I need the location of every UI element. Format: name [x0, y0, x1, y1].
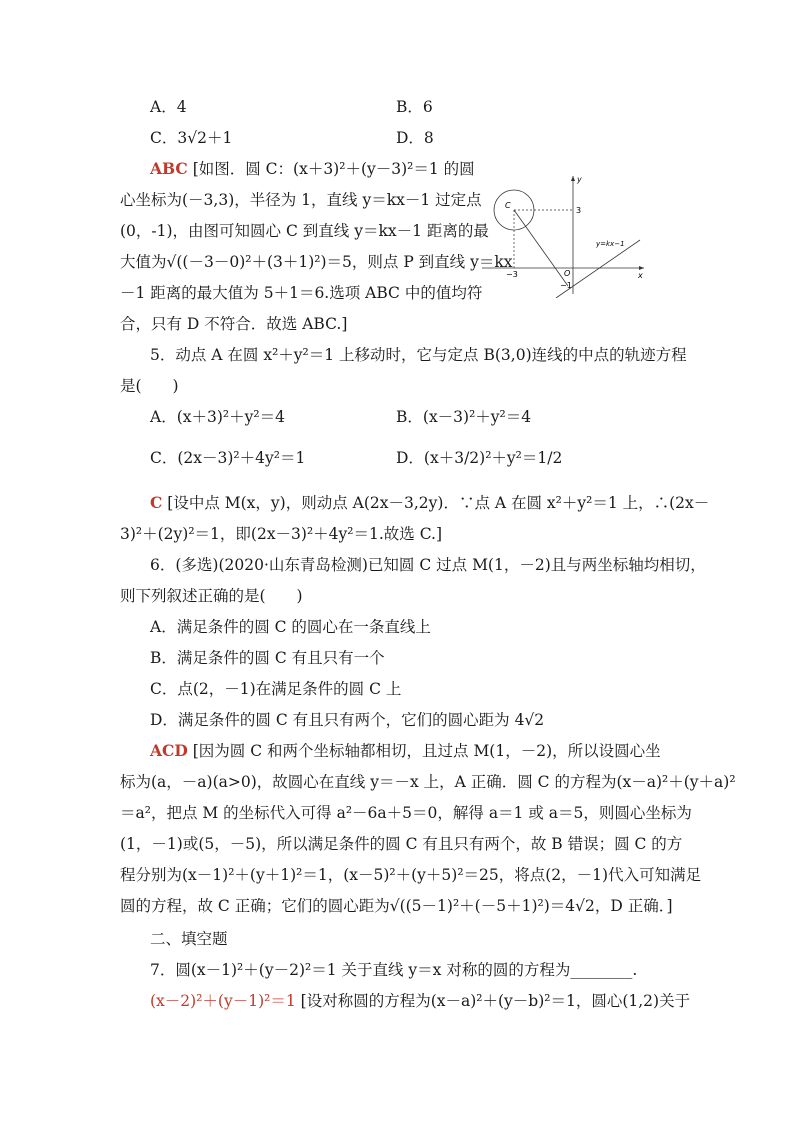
- label-line: y=kx−1: [596, 240, 625, 248]
- q6-option-d: D．满足条件的圆 C 有且只有两个，它们的圆心距为 4√2: [150, 711, 545, 729]
- label-y-axis: y: [577, 175, 582, 184]
- q7-answer-key: (x－2)²＋(y－1)²＝1: [150, 992, 296, 1010]
- q5-stem-line-2: 是( ): [120, 377, 179, 395]
- q5-solution-line-2: 3)²＋(2y)²＝1，即(2x－3)²＋4y²＝1.故选 C.]: [120, 525, 443, 543]
- q4-solution-line-6: 合，只有 D 不符合．故选 ABC.]: [120, 315, 348, 333]
- q4-figure: [478, 170, 648, 298]
- q5-option-d: D．(x＋3/2)²＋y²＝1/2: [396, 449, 563, 467]
- q6-solution-line-6: 圆的方程，故 C 正确；它们的圆心距为√((5－1)²＋(－5＋1)²)＝4√2，D 正确．]: [120, 897, 673, 915]
- section-heading-fill-blank: 二、填空题: [150, 930, 228, 948]
- y-axis-arrow: [571, 176, 575, 181]
- label-ym1: −1: [560, 281, 572, 290]
- q6-option-b: B．满足条件的圆 C 有且只有一个: [150, 649, 385, 667]
- q7-solution-line-1: (x－2)²＋(y－1)²＝1 [设对称圆的方程为(x－a)²＋(y－b)²＝1，圆心(1,2)关于: [150, 992, 691, 1010]
- q6-solution-line-2: 标为(a，－a)(a>0)，故圆心在直线 y＝－x 上，A 正确．圆 C 的方程为(x－a)²＋(y＋a)²: [120, 773, 736, 791]
- label-y3: 3: [576, 206, 582, 215]
- segment-c-to-point: [514, 210, 571, 286]
- label-xm3: −3: [506, 270, 518, 279]
- q6-answer-key: ACD: [150, 741, 188, 760]
- q4-solution-line-1: ABC [如图．圆 C：(x＋3)²＋(y－3)²＝1 的圆: [150, 159, 475, 178]
- q6-solution-line-5: 程分别为(x－1)²＋(y＋1)²＝1，(x－5)²＋(y＋5)²＝25，将点(2，－1)代入可知满足: [120, 866, 702, 884]
- q5-stem-line-1: 5．动点 A 在圆 x²＋y²＝1 上移动时，它与定点 B(3,0)连线的中点的轨迹方程: [150, 346, 687, 364]
- q4-answer-key: ABC: [150, 159, 188, 178]
- q6-stem-line-2: 则下列叙述正确的是( ): [120, 587, 303, 605]
- q4-option-c: C．3√2＋1: [150, 129, 233, 147]
- q5-option-b: B．(x－3)²＋y²＝4: [396, 408, 532, 426]
- q6-option-a: A．满足条件的圆 C 的圆心在一条直线上: [150, 618, 431, 636]
- q6-solution-line-4: (1，－1)或(5，－5)，所以满足条件的圆 C 有且只有两个，故 B 错误；圆 C 的方: [120, 835, 683, 853]
- q7-stem: 7．圆(x－1)²＋(y－2)²＝1 关于直线 y＝x 对称的圆的方程为________.: [150, 961, 638, 979]
- q4-solution-line-3: (0，-1)，由图可知圆心 C 到直线 y＝kx－1 距离的最: [120, 222, 489, 240]
- q5-option-a: A．(x＋3)²＋y²＝4: [150, 408, 285, 426]
- q6-stem-line-1: 6．(多选)(2020·山东青岛检测)已知圆 C 过点 M(1，－2)且与两坐标轴均相切，: [150, 556, 706, 574]
- q5-answer-key: C: [150, 493, 163, 512]
- label-origin: O: [564, 269, 571, 278]
- x-axis-arrow: [639, 266, 644, 270]
- q6-option-c: C．点(2，－1)在满足条件的圆 C 上: [150, 680, 402, 698]
- q4-solution-line-5: －1 距离的最大值为 5＋1＝6.选项 ABC 中的值均符: [120, 284, 483, 302]
- q6-solution-line-1: ACD [因为圆 C 和两个坐标轴都相切，且过点 M(1，－2)，所以设圆心坐: [150, 741, 661, 760]
- q4-solution-line-4: 大值为√((－3－0)²＋(3＋1)²)＝5，则点 P 到直线 y＝kx: [120, 253, 513, 271]
- label-c: C: [505, 201, 511, 210]
- q4-solution-line-2: 心坐标为(－3,3)，半径为 1，直线 y＝kx－1 过定点: [120, 191, 482, 209]
- q4-option-b: B．6: [396, 98, 433, 116]
- q5-solution-line-1: C [设中点 M(x，y)，则动点 A(2x－3,2y)．∵点 A 在圆 x²＋y²＝1 上，∴(2x－: [150, 493, 710, 512]
- q6-solution-line-3: ＝a²，把点 M 的坐标代入可得 a²－6a＋5＝0，解得 a＝1 或 a＝5，则圆心坐标为: [120, 804, 692, 822]
- label-x-axis: x: [638, 271, 643, 280]
- q5-option-c: C．(2x－3)²＋4y²＝1: [150, 449, 306, 467]
- q4-option-a: A．4: [150, 98, 187, 116]
- q4-option-d: D．8: [396, 129, 434, 147]
